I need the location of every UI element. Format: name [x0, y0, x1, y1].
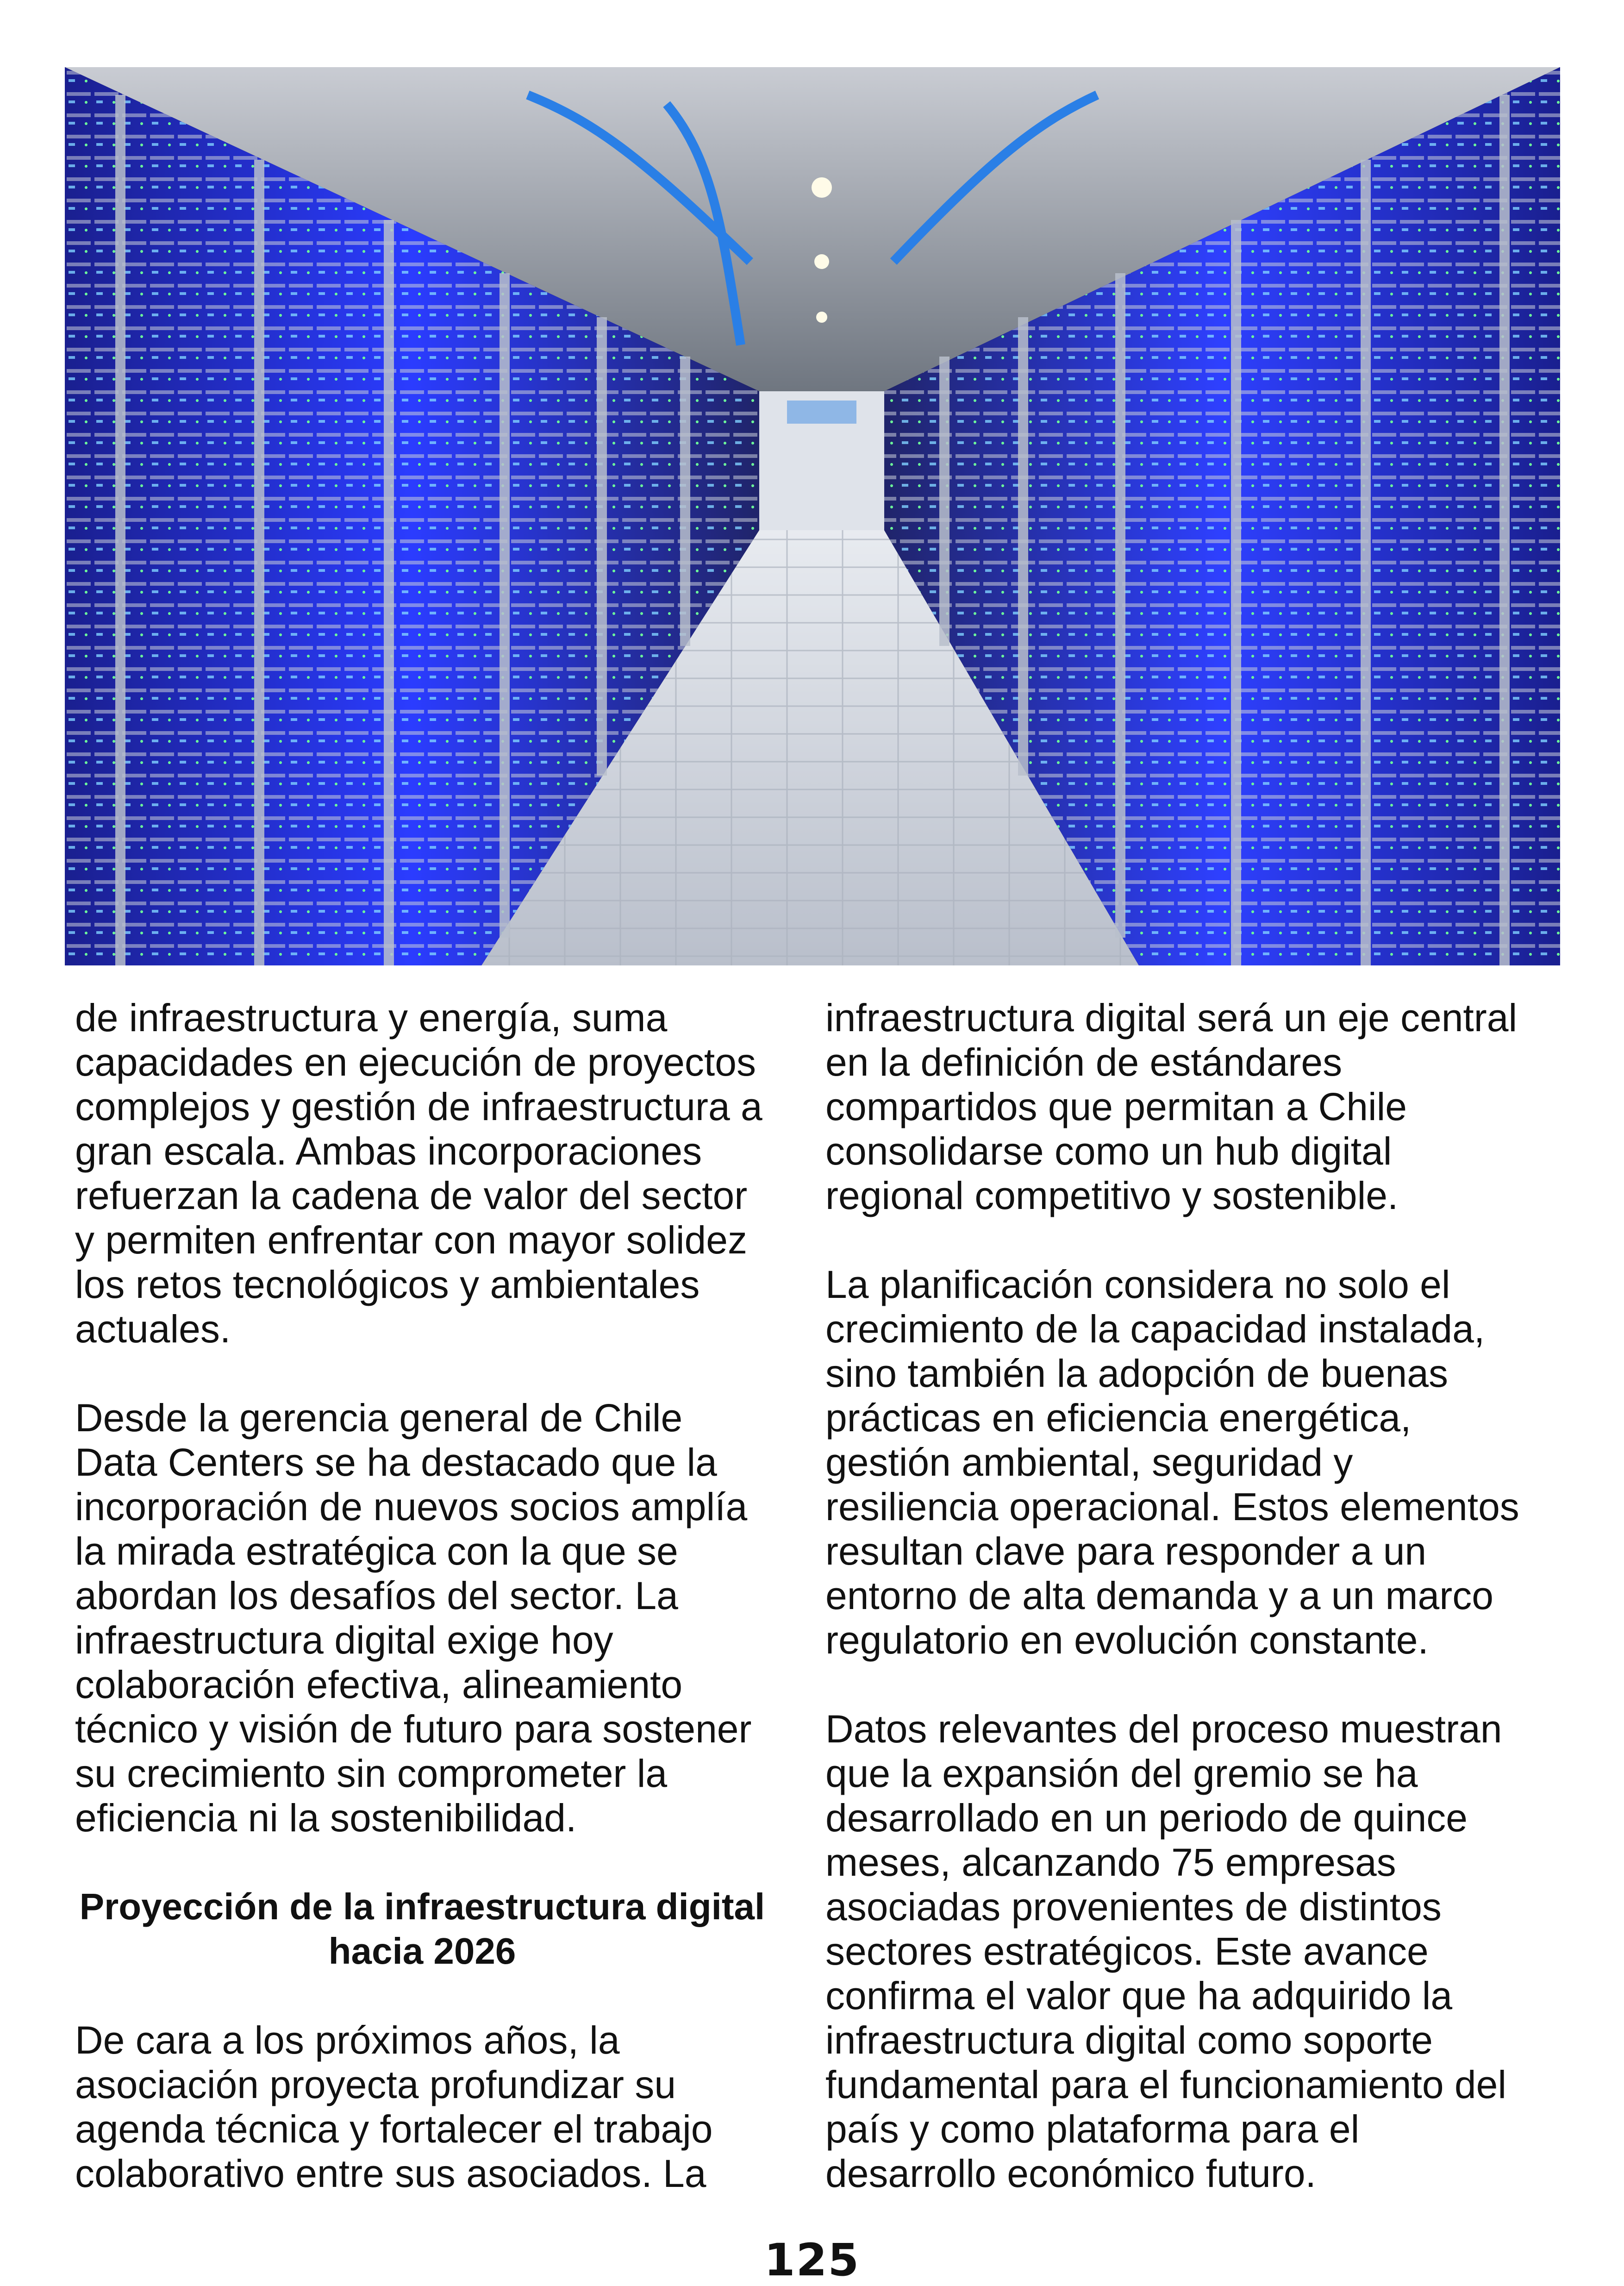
- article-column-left: [75, 996, 769, 2196]
- paragraph: infraestructura digital será un eje central en la definición de estándares compartidos que permitan a Chile consolidarse como un hub digital regional competitivo y sostenible.: [825, 996, 1518, 1217]
- paragraph: de infraestructura y energía, suma capacidades en ejecución de proyectos complejos y gestión de infraestructura a gran escala. Ambas incorporaciones refuerzan la cadena de valor del sector y permiten enfrentar con mayor solidez los retos tecnológicos y ambientales actuales.: [75, 996, 762, 1351]
- paragraph: Desde la gerencia general de Chile Data Centers se ha destacado que la incorporación de nuevos socios amplía la mirada estratégica con la que se abordan los desafíos del sector. La infraestructura digital exige hoy colaboración efectiva, alineamiento técnico y visión de futuro para sostener su crecimiento sin comprometer la eficiencia ni la sostenibilidad.: [75, 1396, 752, 1840]
- paragraph: De cara a los próximos años, la asociación proyecta profundizar su agenda técnica y fortalecer el trabajo colaborativo entre sus asociados. La: [75, 2018, 713, 2195]
- paragraph: La planificación considera no solo el crecimiento de la capacidad instalada, sino también la adopción de buenas prácticas en eficiencia energética, gestión ambiental, seguridad y resiliencia operacional. Estos elementos resultan clave para responder a un entorno de alta demanda y a un marco regulatorio en evolución constante.: [825, 1263, 1519, 1662]
- data-center-photo: [65, 67, 1560, 965]
- section-heading: Proyección de la infraestructura digital hacia 2026: [79, 1886, 765, 1972]
- paragraph: Datos relevantes del proceso muestran que la expansión del gremio se ha desarrollado en un periodo de quince meses, alcanzando 75 empresas asociadas provenientes de distintos sectores estratégicos. Este avance confirma el valor que ha adquirido la infraestructura digital como soporte fundamental para el funcionamiento del país y como plataforma para el desarrollo económico futuro.: [825, 1707, 1506, 2195]
- data-center-illustration: [65, 67, 1560, 965]
- article-column-right: [825, 996, 1520, 2196]
- page-number: 125: [764, 2234, 860, 2286]
